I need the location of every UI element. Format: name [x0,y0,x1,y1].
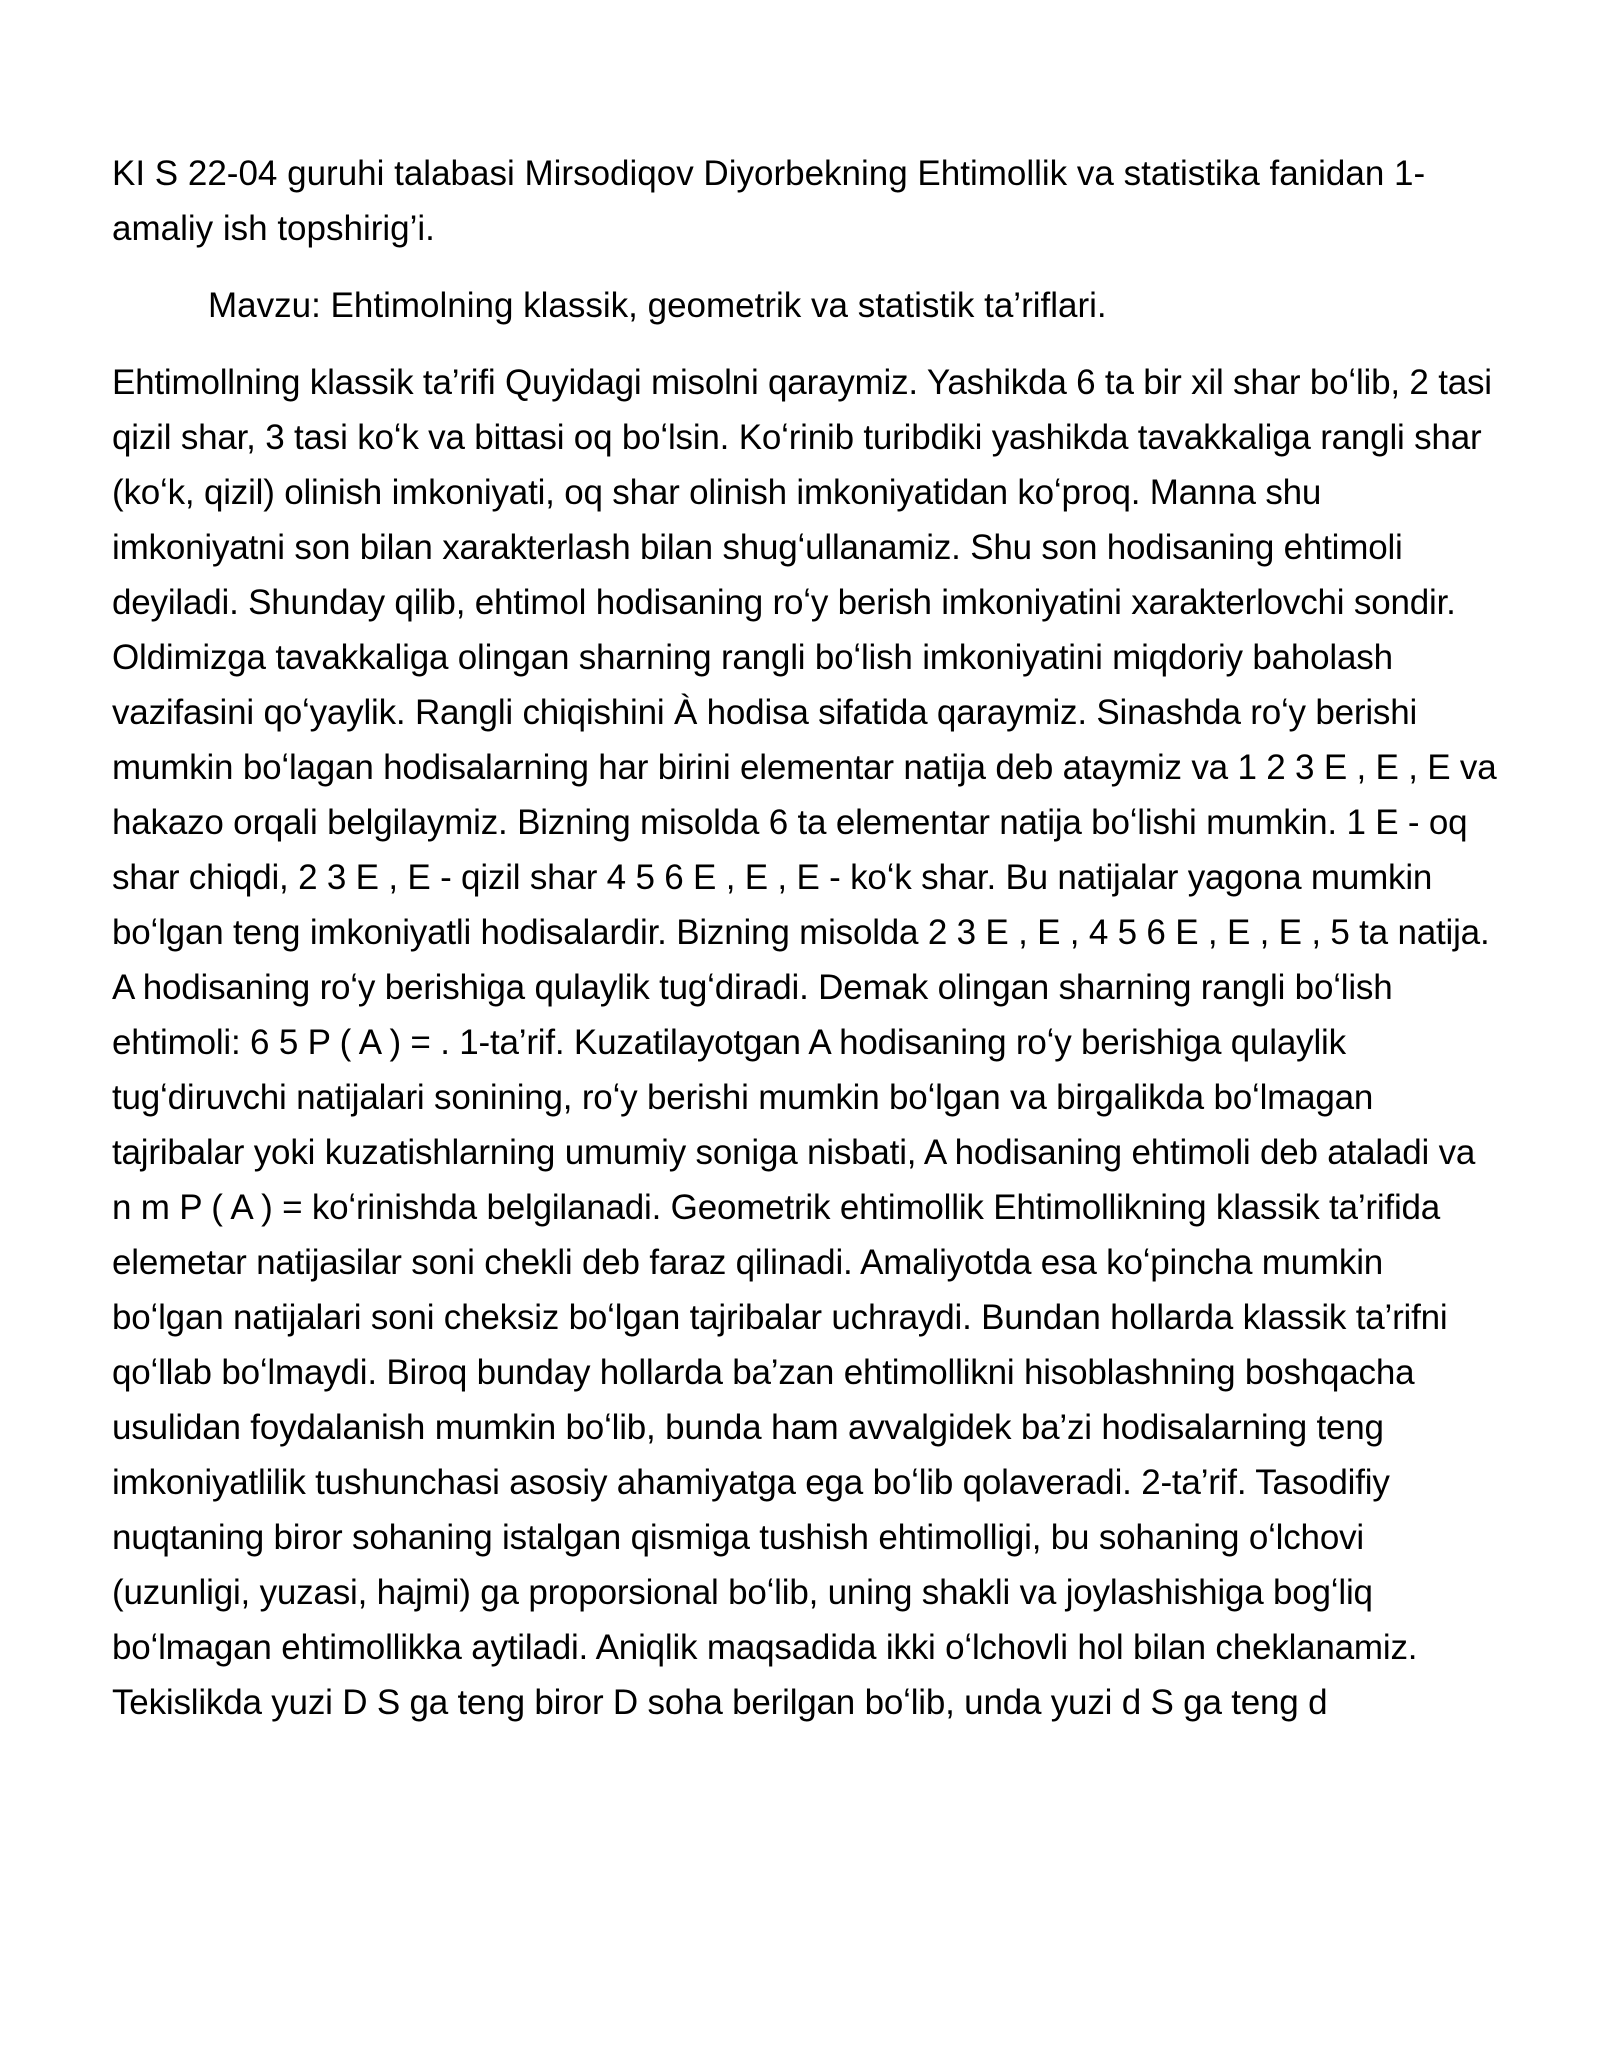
document-body: Ehtimollning klassik ta’rifi Quyidagi misolni qaraymiz. Yashikda 6 ta bir xil shar boʻlib, 2 tasi qizil shar, 3 tasi koʻk va bittasi oq boʻlsin. Koʻrinib turibdiki yashikda tavakkaliga rangli shar (koʻk, qizil) olinish imkoniyati, oq shar olinish imkoniyatidan koʻproq. Manna shu imkoniyatni son bilan xarakterlash bilan shugʻullanamiz. Shu son hodisaning ehtimoli deyiladi. Shunday qilib, ehtimol hodisaning roʻy berish imkoniyatini xarakterlovchi sondir. Oldimizga tavakkaliga olingan sharning rangli boʻlish imkoniyatini miqdoriy baholash vazifasini qoʻyaylik. Rangli chiqishini À hodisa sifatida qaraymiz. Sinashda roʻy berishi mumkin boʻlagan hodisalarning har birini elementar natija deb ataymiz va 1 2 3 E , E , E va hakazo orqali belgilaymiz. Bizning misolda 6 ta elementar natija boʻlishi mumkin. 1 E - oq shar chiqdi, 2 3 E , E - qizil shar 4 5 6 E , E , E - koʻk shar. Bu natijalar yagona mumkin boʻlgan teng imkoniyatli hodisalardir. Bizning misolda 2 3 E , E , 4 5 6 E , E , E , 5 ta natija. A hodisaning roʻy berishiga qulaylik tugʻdiradi. Demak olingan sharning rangli boʻlish ehtimoli: 6 5 P ( A ) = . 1-ta’rif. Kuzatilayotgan A hodisaning roʻy berishiga qulaylik tugʻdiruvchi natijalari sonining, roʻy berishi mumkin boʻlgan va birgalikda boʻlmagan tajribalar yoki kuzatishlarning umumiy soniga nisbati, A hodisaning ehtimoli deb ataladi va n m P ( A ) = koʻrinishda belgilanadi. Geometrik ehtimollik Ehtimollikning klassik ta’rifida elemetar natijasilar soni chekli deb faraz qilinadi. Amaliyotda esa koʻpincha mumkin boʻlgan natijalari soni cheksiz boʻlgan tajribalar uchraydi. Bundan hollarda klassik ta’rifni qoʻllab boʻlmaydi. Biroq bunday hollarda ba’zan ehtimollikni hisoblashning boshqacha usulidan foydalanish mumkin boʻlib, bunda ham avvalgidek ba’zi hodisalarning teng imkoniyatlilik tushunchasi asosiy ahamiyatga ega boʻlib qolaveradi. 2-ta’rif. Tasodifiy nuqtaning biror sohaning istalgan qismiga tushish ehtimolligi, bu sohaning oʻlchovi (uzunligi, yuzasi, hajmi) ga proporsional boʻlib, uning shakli va joylashishiga bogʻliq boʻlmagan ehtimollikka aytiladi. Aniqlik maqsadida ikki oʻlchovli hol bilan cheklanamiz. Tekislikda yuzi D S ga teng biror D soha berilgan boʻlib, unda yuzi d S ga teng d [112,363,1497,1722]
document-title: KI S 22-04 guruhi talabasi Mirsodiqov Diyorbekning Ehtimollik va statistika fanidan 1-amaliy ish topshirig’i. [112,154,1426,248]
document-subject: Mavzu: Ehtimolning klassik, geometrik va statistik ta’riflari. [208,286,1107,325]
